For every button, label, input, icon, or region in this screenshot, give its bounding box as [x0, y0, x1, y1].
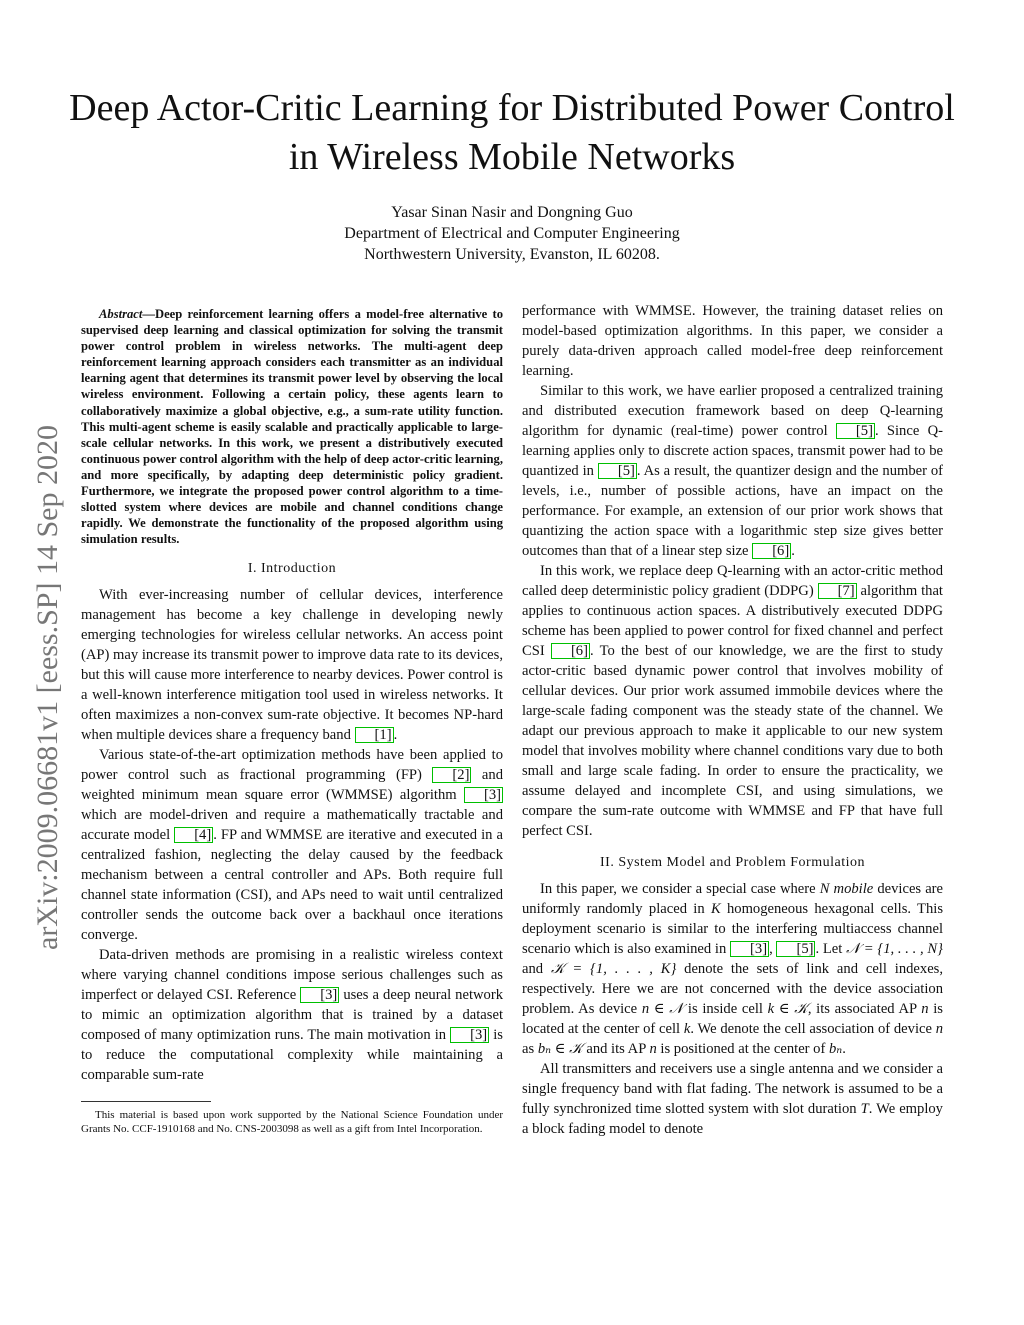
abstract-text: Deep reinforcement learning offers a model-free alternative to supervised deep learning and classical optimization for solving the transmit power control problem in wireless networks. The multi-agent deep reinforcement learning approach considers each transmitter as an individual learning agent that determines its transmit power level by observing the local wireless environment. Following a certain policy, these agents learn to collaboratively maximize a global objective, e.g., a sum-rate utility function. This multi-agent scheme is easily scalable and practically applicable to large-scale cellular networks. In this work, we present a distributively executed continuous power control algorithm with the help of deep actor-critic learning, and more specifically, by adapting deep deterministic policy gradient. Furthermore, we integrate the proposed power control algorithm to a time-slotted system where devices are mobile and channel conditions change rapidly. We demonstrate the functionality of the proposed algorithm using simulation results.: [81, 307, 503, 547]
citation-link[interactable]: [5]: [836, 423, 875, 439]
math-expression: bₙ: [829, 1041, 843, 1057]
citation-link[interactable]: [3]: [300, 987, 339, 1003]
citation-link[interactable]: [1]: [355, 727, 394, 743]
section-heading-introduction: I. Introduction: [247, 561, 337, 577]
author-department: Department of Electrical and Computer Engineering: [344, 225, 680, 242]
text-run: is positioned at the center of: [656, 1041, 829, 1057]
intro-paragraph-3-continued: performance with WMMSE. However, the training dataset relies on model-based optimization algorithms. In this paper, we consider a purely data-driven approach called model-free deep reinforcement learning.: [522, 303, 943, 379]
citation-link[interactable]: [6]: [551, 643, 590, 659]
math-symbol: n: [921, 1001, 929, 1017]
text-run: In this work, we replace deep Q-learning with an actor-critic method called deep deterministic policy gradient (DDPG): [522, 563, 943, 599]
text-run: .: [791, 543, 795, 559]
text-run: With ever-increasing number of cellular devices, interference management has become a key challenge in developing newly emerging technologies for wireless cellular networks. An access point (AP) may increase its transmit power to improve data rate to its devices, but this will cause more interference to nearby devices. Power control is a well-known interference mitigation tool used in wireless networks. It often maximizes a non-convex sum-rate objective. It becomes NP-hard when multiple devices share a frequency band: [81, 587, 503, 744]
arxiv-stamp: arXiv:2009.06681v1 [eess.SP] 14 Sep 2020: [31, 425, 64, 950]
author-institution: Northwestern University, Evanston, IL 60208.: [364, 246, 660, 263]
abstract-label: Abstract: [99, 307, 143, 321]
math-expression: k ∈ 𝒦: [767, 1001, 808, 1017]
text-run: . We employ a block fading model to denote: [522, 1101, 943, 1137]
intro-paragraph-1: [81, 585, 503, 745]
system-paragraph-1: [522, 879, 943, 1059]
text-run: .: [842, 1041, 846, 1057]
text-run: . FP and WMMSE are iterative and executed in a centralized fashion, neglecting the delay caused by the feedback mechanism between a central controller and APs. Both require full channel state information (CSI), and APs need to wait until centralized controller sends the outcome back over a backhaul once iterations converge.: [81, 827, 503, 944]
intro-paragraph-3: [81, 945, 503, 1085]
text-run: as: [522, 1041, 538, 1057]
math-symbol: n: [935, 1021, 943, 1037]
math-expression: 𝒩 = {1, . . . , N}: [846, 941, 943, 957]
citation-link[interactable]: [2]: [432, 767, 471, 783]
funding-footnote: This material is based upon work supported by the National Science Foundation under Grants No. CCF-1910168 and No. CNS-2003098 as well as a gift from Intel Incorporation.: [81, 1109, 503, 1136]
text-run: . As a result, the quantizer design and the number of levels, i.e., number of possible actions, have an impact on the performance. For example, an extension of our prior work shows that quantizing the action space with a logarithmic step size gives better outcomes than that of a linear step size: [522, 463, 943, 559]
right-column: [522, 301, 943, 1139]
math-expression: bₙ ∈ 𝒦: [537, 1041, 583, 1057]
emphasis-text: mobile: [833, 881, 874, 897]
text-run: and weighted minimum mean square error (WMMSE) algorithm: [81, 767, 503, 804]
text-run: is inside cell: [683, 1001, 768, 1017]
math-symbol: K: [710, 901, 721, 917]
text-run: Various state-of-the-art optimization methods have been applied to power control such as fractional programming (FP): [81, 747, 503, 784]
text-run: In this paper, we consider a special case where: [540, 881, 820, 897]
abstract: [81, 306, 503, 547]
text-run: All transmitters and receivers use a single antenna and we consider a single frequency band with flat fading. The network is assumed to be a fully synchronized time slotted system with slot duration: [522, 1061, 943, 1117]
citation-link[interactable]: [5]: [776, 941, 815, 957]
intro-paragraph-2: [81, 745, 503, 945]
text-run: .: [393, 727, 398, 744]
citation-link[interactable]: [3]: [464, 787, 503, 803]
math-symbol: k: [683, 1021, 691, 1037]
text-run: . Since Q-learning applies only to discrete action spaces, transmit power had to be quantized in: [522, 423, 943, 479]
math-symbol: T: [860, 1101, 869, 1117]
citation-link[interactable]: [3]: [730, 941, 769, 957]
text-run: is to reduce the computational complexity while maintaining a comparable sum-rate: [81, 1027, 503, 1084]
text-run: devices are uniformly randomly placed in: [522, 881, 944, 917]
math-symbol: n: [649, 1041, 657, 1057]
citation-link[interactable]: [4]: [174, 827, 213, 843]
left-column: [81, 306, 503, 1136]
abstract-separator: —: [142, 307, 155, 321]
text-run: . To the best of our knowledge, we are the first to study actor-critic based dynamic power control that involves mobility of cellular devices. Our prior work assumed immobile devices where the large-scale fading component was the steady state of the channel. We adapt our previous approach to make it applicable to our new system model that involves mobility where channel conditions vary due to both small and large scale fading. In order to ensure the practicality, we assume delayed and incomplete CSI, and using simulations, we compare the sum-rate outcome with WMMSE and FP that have full perfect CSI.: [522, 643, 943, 839]
paper-title: Deep Actor-Critic Learning for Distributed Power Control in Wireless Mobile Networks: [69, 87, 955, 178]
text-run: ,: [769, 941, 777, 957]
text-run: algorithm that applies to continuous action spaces. A distributively executed DDPG scheme has been applied to power control for fixed channel and perfect CSI: [522, 583, 943, 659]
text-run: . Let: [815, 941, 847, 957]
math-symbol: N: [819, 881, 830, 897]
math-expression: 𝒦 = {1, . . . , K}: [550, 961, 677, 977]
citation-link[interactable]: [3]: [450, 1027, 489, 1043]
citation-link[interactable]: [7]: [818, 583, 857, 599]
text-run: which are model-driven and require a mathematically tractable and accurate model: [81, 807, 503, 844]
text-run: denote the sets of link and cell indexes, respectively. Here we are not concerned with the device association problem. As device: [522, 961, 943, 1017]
text-run: . We denote the cell association of device: [690, 1021, 936, 1037]
author-block: [112, 202, 912, 265]
text-run: Data-driven methods are promising in a realistic wireless context where varying channel conditions impose serious challenges such as imperfect or delayed CSI. Reference: [81, 947, 503, 1004]
text-run: and: [522, 961, 551, 977]
intro-paragraph-5: [522, 561, 943, 841]
text-run: , its associated AP: [807, 1001, 922, 1017]
text-run: uses a deep neural network to mimic an optimization algorithm that is trained by a dataset composed of many optimization runs. The main motivation in: [81, 987, 503, 1044]
text-run: and its AP: [582, 1041, 650, 1057]
citation-link[interactable]: [5]: [598, 463, 637, 479]
citation-link[interactable]: [6]: [752, 543, 791, 559]
author-names: Yasar Sinan Nasir and Dongning Guo: [391, 204, 633, 221]
section-heading-system-model: II. System Model and Problem Formulation: [600, 855, 865, 870]
math-expression: n ∈ 𝒩: [641, 1001, 684, 1017]
system-paragraph-2: [522, 1059, 943, 1139]
text-run: homogeneous hexagonal cells. This deployment scenario is similar to the interfering multiaccess channel scenario which is also examined in: [522, 901, 944, 957]
footnote-divider: [81, 1101, 211, 1102]
text-run: is located at the center of cell: [522, 1001, 943, 1037]
text-run: Similar to this work, we have earlier proposed a centralized training and distributed execution framework based on deep Q-learning algorithm for dynamic (real-time) power control: [522, 383, 943, 439]
intro-paragraph-4: [522, 381, 943, 561]
